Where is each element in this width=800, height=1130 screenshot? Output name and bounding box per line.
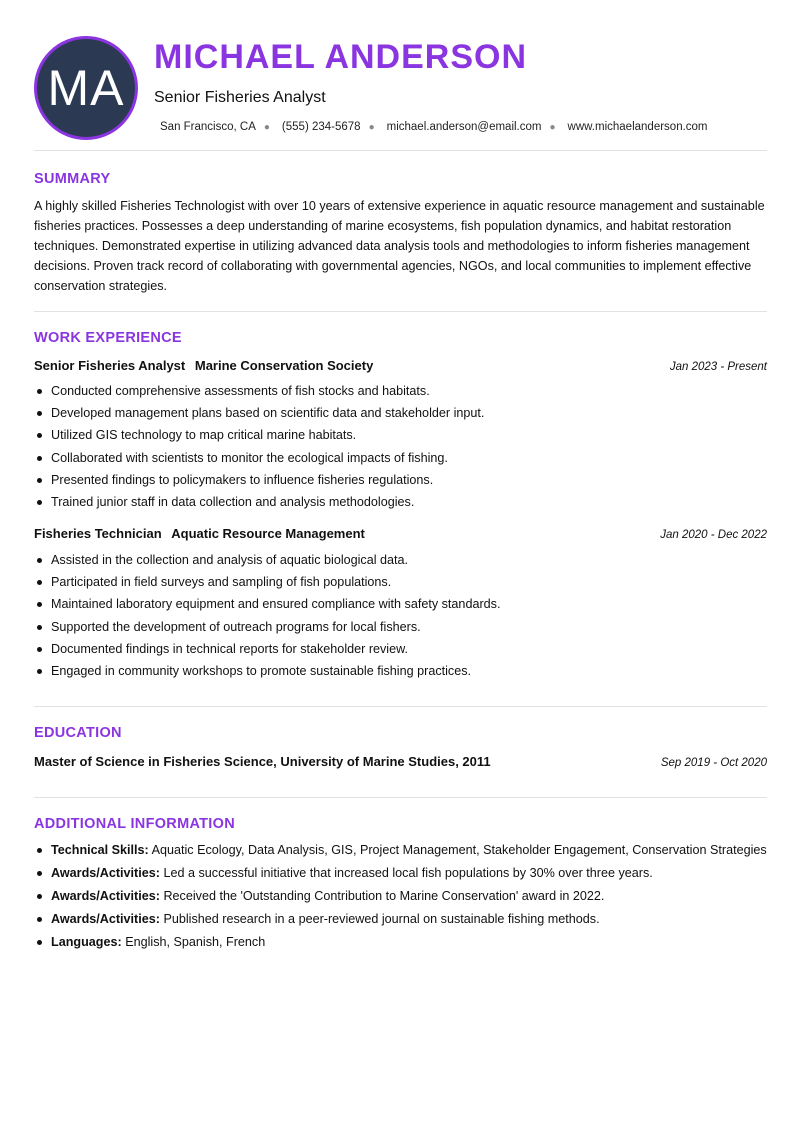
degree: Master of Science in Fisheries Science, University of Marine Studies, 2011 [34, 754, 491, 769]
additional-info-list [34, 841, 767, 956]
job-bullets [34, 380, 767, 513]
item-text: English, Spanish, French [125, 935, 266, 949]
job-role-company [34, 526, 365, 541]
additional-info-heading: ADDITIONAL INFORMATION [34, 816, 235, 832]
contact-line [160, 121, 708, 133]
item-text: Led a successful initiative that increased local fish populations by 30% over three years. [163, 866, 653, 880]
divider [34, 311, 767, 312]
list-item: Developed management plans based on scientific data and stakeholder input. [34, 402, 767, 424]
job-role-company [34, 358, 373, 373]
list-item [34, 841, 767, 859]
item-label: Awards/Activities: [51, 912, 160, 926]
contact-email[interactable]: michael.anderson@email.com [386, 121, 542, 133]
job-company: Marine Conservation Society [194, 358, 374, 373]
item-text: Received the 'Outstanding Contribution to Marine Conservation' award in 2022. [163, 889, 605, 903]
job-header [34, 358, 767, 373]
education-heading: EDUCATION [34, 725, 122, 741]
contact-location: San Francisco, CA [160, 121, 256, 133]
list-item: Engaged in community workshops to promote sustainable fishing practices. [34, 660, 767, 682]
list-item [34, 887, 767, 905]
divider [34, 797, 767, 798]
list-item [34, 910, 767, 928]
item-text: Published research in a peer-reviewed journal on sustainable fishing methods. [163, 912, 600, 926]
job-header [34, 526, 767, 541]
avatar: MA [34, 36, 138, 140]
candidate-name: MICHAEL ANDERSON [154, 38, 528, 76]
job-dates: Jan 2023 - Present [669, 361, 767, 373]
list-item: Utilized GIS technology to map critical marine habitats. [34, 424, 767, 446]
list-item [34, 864, 767, 882]
contact-website[interactable]: www.michaelanderson.com [567, 121, 708, 133]
item-text: Aquatic Ecology, Data Analysis, GIS, Project Management, Stakeholder Engagement, Conservation Strategies [151, 843, 767, 857]
item-label: Awards/Activities: [51, 889, 160, 903]
list-item: Conducted comprehensive assessments of fish stocks and habitats. [34, 380, 767, 402]
list-item: Participated in field surveys and sampling of fish populations. [34, 571, 767, 593]
item-label: Awards/Activities: [51, 866, 160, 880]
divider [34, 706, 767, 707]
education-dates: Sep 2019 - Oct 2020 [660, 757, 767, 769]
item-label: Technical Skills: [51, 843, 149, 857]
education-entry [34, 754, 767, 769]
job-dates: Jan 2020 - Dec 2022 [660, 529, 767, 541]
list-item: Presented findings to policymakers to influence fisheries regulations. [34, 469, 767, 491]
list-item [34, 933, 767, 951]
work-experience-heading: WORK EXPERIENCE [34, 330, 182, 346]
job-bullets [34, 549, 767, 682]
item-label: Languages: [51, 935, 122, 949]
summary-heading: SUMMARY [34, 171, 111, 187]
resume-header [0, 0, 800, 150]
list-item: Maintained laboratory equipment and ensured compliance with safety standards. [34, 593, 767, 615]
list-item: Supported the development of outreach programs for local fishers. [34, 616, 767, 638]
separator-dot: ● [263, 121, 270, 133]
job-role: Fisheries Technician [34, 526, 162, 541]
summary-text: A highly skilled Fisheries Technologist with over 10 years of extensive experience in aquatic resource management and sustainable fisheries practices. Possesses a deep understanding of marine ecosystems, fish population dynamics, and habitat restoration techniques. Demonstrated expertise in utilizing advanced data analysis tools and methodologies to inform fisheries management decisions. Proven track record of collaborating with governmental agencies, NGOs, and local communities to implement effective conservation strategies. [34, 199, 765, 293]
contact-phone: (555) 234-5678 [281, 121, 361, 133]
list-item: Assisted in the collection and analysis of aquatic biological data. [34, 549, 767, 571]
job-role: Senior Fisheries Analyst [34, 358, 186, 373]
separator-dot: ● [368, 121, 375, 133]
job-title: Senior Fisheries Analyst [154, 89, 326, 106]
list-item: Documented findings in technical reports for stakeholder review. [34, 638, 767, 660]
separator-dot: ● [549, 121, 556, 133]
list-item: Trained junior staff in data collection and analysis methodologies. [34, 491, 767, 513]
divider [34, 150, 767, 151]
list-item: Collaborated with scientists to monitor the ecological impacts of fishing. [34, 447, 767, 469]
job-company: Aquatic Resource Management [171, 526, 365, 541]
